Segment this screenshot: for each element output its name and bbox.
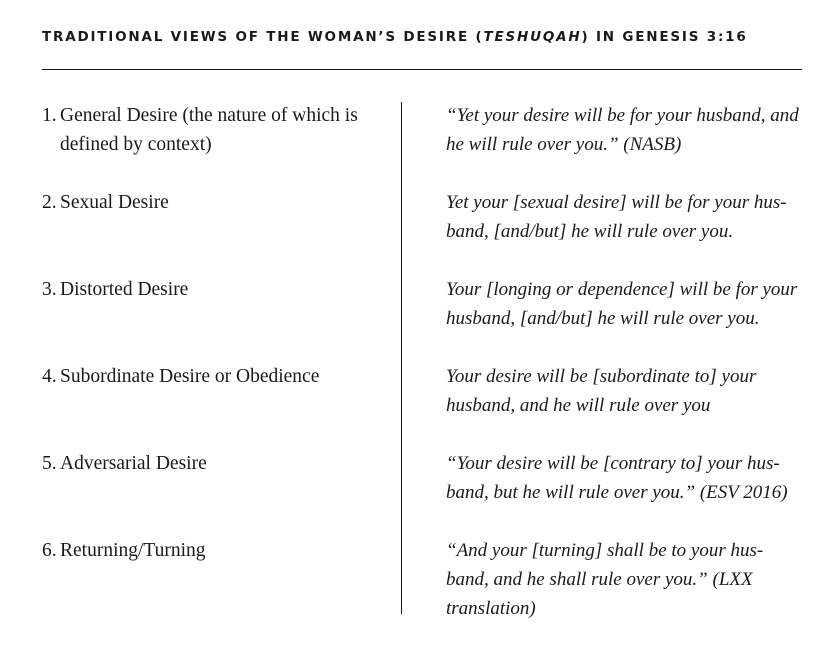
view-label: Returning/Turning: [60, 540, 206, 561]
view-item: [42, 275, 372, 304]
quote-line: translation): [446, 598, 536, 619]
title-suffix: ) IN GENESIS 3:16: [581, 29, 748, 45]
quote-line: Yet your [sexual desire] will be for your hus-: [446, 192, 787, 213]
translation-quote: [446, 188, 808, 246]
view-number: 2.: [42, 192, 57, 213]
view-item: [42, 449, 372, 478]
title-term: TESHUQAH: [483, 29, 582, 45]
quote-line: “Your desire will be [contrary to] your hus-: [446, 453, 780, 474]
view-item: [42, 101, 372, 159]
quote-line: husband, and he will rule over you: [446, 395, 711, 416]
quote-line: band, [and/but] he will rule over you.: [446, 221, 734, 242]
quote-line: husband, [and/but] he will rule over you.: [446, 308, 760, 329]
quote-line: band, but he will rule over you.” (ESV 2016): [446, 482, 788, 503]
translation-quote: [446, 101, 808, 159]
translation-quote: [446, 449, 808, 507]
quote-line: “Yet your desire will be for your husband, and: [446, 105, 799, 126]
view-label: Distorted Desire: [60, 279, 189, 300]
view-item: [42, 362, 372, 391]
view-number: 3.: [42, 279, 57, 300]
view-item: [42, 536, 372, 565]
view-number: 4.: [42, 366, 57, 387]
header-rule: [42, 69, 802, 70]
view-item: [42, 188, 372, 217]
view-label: Sexual Desire: [60, 192, 169, 213]
view-label: Adversarial Desire: [60, 453, 207, 474]
column-divider: [401, 102, 402, 614]
quote-line: “And your [turning] shall be to your hus-: [446, 540, 764, 561]
view-number: 6.: [42, 540, 57, 561]
view-number: 5.: [42, 453, 57, 474]
view-label: General Desire (the nature of which is defined by context): [60, 105, 358, 155]
quote-line: Your desire will be [subordinate to] your: [446, 366, 757, 387]
translation-quote: [446, 362, 808, 420]
view-number: 1.: [42, 105, 57, 126]
quote-line: band, and he shall rule over you.” (LXX: [446, 569, 753, 590]
translation-quote: [446, 536, 808, 623]
view-label: Subordinate Desire or Obedience: [60, 366, 320, 387]
page-title: [42, 29, 802, 45]
title-prefix: TRADITIONAL VIEWS OF THE WOMAN’S DESIRE (: [42, 29, 484, 45]
translation-quote: [446, 275, 808, 333]
quote-line: he will rule over you.” (NASB): [446, 134, 682, 155]
quote-line: Your [longing or dependence] will be for your: [446, 279, 798, 300]
